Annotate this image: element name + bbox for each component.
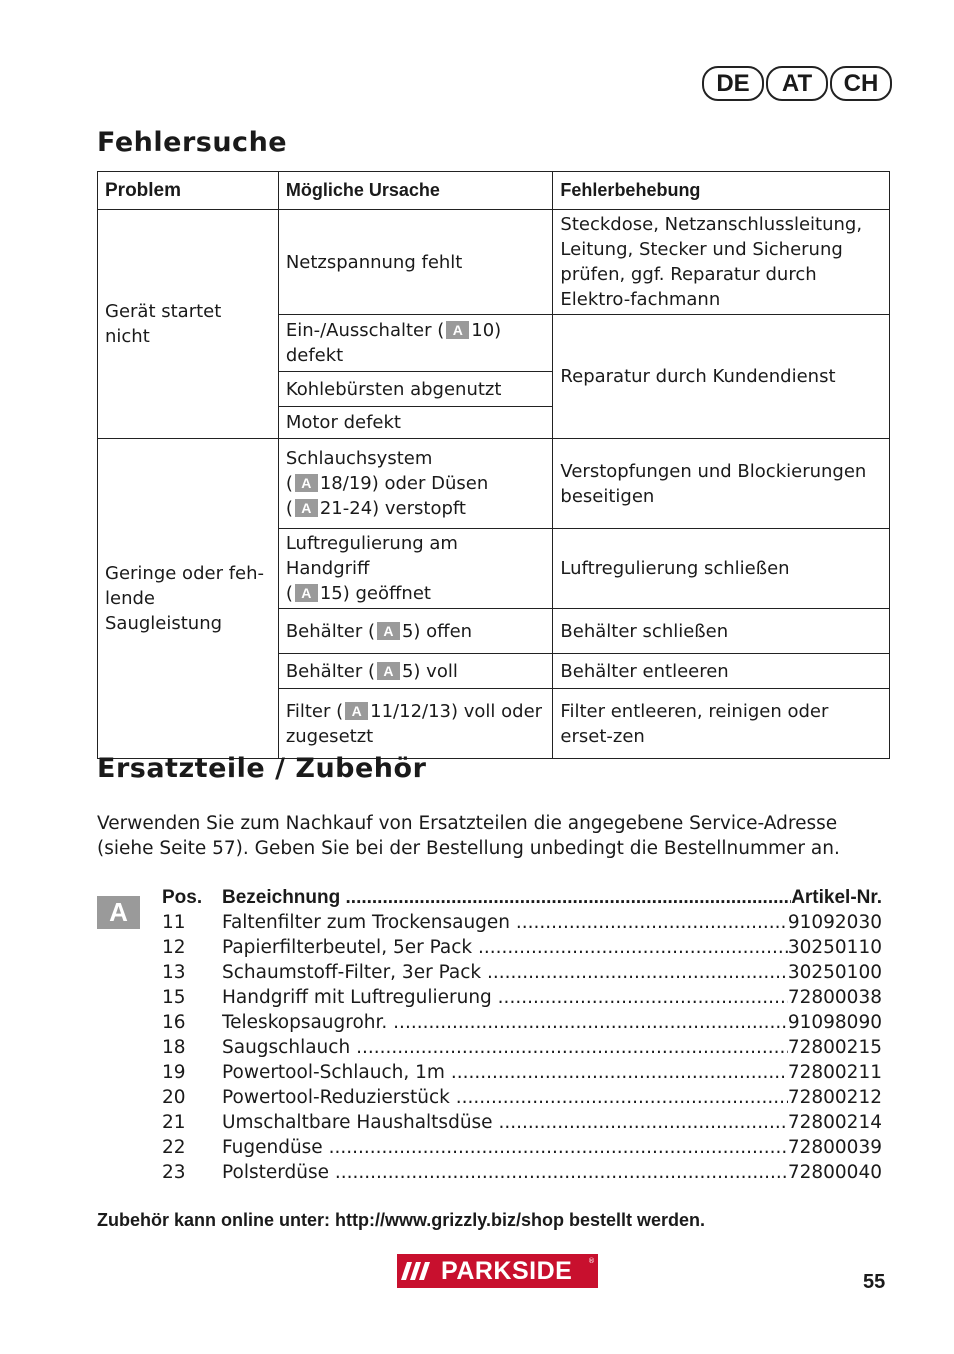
country-badge-ch: CH (830, 66, 892, 101)
parts-list-item (162, 985, 882, 1010)
accessories-online-note: Zubehör kann online unter: http://www.grizzly.biz/shop bestellt werden. (97, 1210, 706, 1230)
description-header: Bezeichnung ..... (222, 885, 791, 910)
part-article-number: 72800038 (787, 987, 882, 1008)
part-description: Saugschlauch ..... (222, 1035, 788, 1060)
part-position: 15 (162, 987, 186, 1008)
part-article-number: 91098090 (787, 1012, 882, 1033)
cause-cell: Motor defekt (278, 407, 553, 439)
part-article-number: 72800039 (787, 1137, 882, 1158)
figure-a-badge: A (295, 474, 318, 492)
cause-text: 11/12/13) voll oder zugesetzt (285, 700, 543, 747)
table-row (98, 210, 890, 315)
cause-text: 21-24) verstopft (319, 498, 466, 519)
figure-a-badge: A (377, 662, 400, 680)
cause-cell (278, 654, 553, 689)
part-description: Handgriff mit Luftregulierung ..... (222, 985, 788, 1010)
fix-cell: Verstopfungen und Blockierungen beseitigen (553, 439, 890, 529)
parts-list-item (162, 1060, 882, 1085)
part-position: 18 (162, 1037, 186, 1058)
part-position: 23 (162, 1162, 186, 1183)
fix-cell: Behälter entleeren (553, 654, 890, 689)
cause-text: Ein-/Ausschalter ( (285, 320, 445, 341)
article-number-header: Artikel-Nr. (791, 887, 882, 908)
country-badge-de: DE (702, 66, 764, 101)
part-position: 19 (162, 1062, 186, 1083)
cause-cell (278, 529, 553, 609)
part-position: 22 (162, 1137, 186, 1158)
cause-text: 15) geöffnet (319, 583, 431, 604)
cause-text: Behälter ( (285, 660, 375, 682)
troubleshooting-table (97, 171, 890, 759)
part-position: 11 (162, 912, 186, 933)
figure-a-badge: A (295, 499, 318, 517)
cause-text: 10) defekt (285, 320, 502, 366)
part-description: Powertool-Reduzierstück ..... (222, 1085, 788, 1110)
cause-text: Luftregulierung am Handgriff (285, 533, 458, 579)
figure-a-badge: A (97, 896, 140, 929)
parkside-logo (397, 1254, 598, 1288)
part-description: Papierfilterbeutel, 5er Pack ..... (222, 935, 788, 960)
figure-a-badge: A (377, 622, 400, 640)
spare-parts-title: Ersatzteile / Zubehör (97, 753, 427, 784)
parts-list (162, 885, 882, 1185)
part-description: Powertool-Schlauch, 1m ..... (222, 1060, 788, 1085)
troubleshooting-title: Fehlersuche (97, 127, 288, 158)
cause-text: Filter ( (285, 700, 344, 722)
logo-wordmark: PARKSIDE (441, 1256, 573, 1285)
problem-cell: Geringe oder feh-lende Saugleistung (98, 439, 279, 759)
cause-text: Schlauchsystem (285, 448, 433, 469)
cause-cell (278, 315, 553, 372)
fix-cell: Behälter schließen (553, 609, 890, 654)
spare-parts-intro: Verwenden Sie zum Nachkauf von Ersatzteilen die angegebene Service-Adresse (siehe Seite 57). Geben Sie bei der Bestellung unbedingt die Bestellnummer an. (97, 813, 840, 859)
figure-a-badge: A (295, 584, 318, 602)
part-position: 12 (162, 937, 186, 958)
part-description: Faltenfilter zum Trockensaugen ..... (222, 910, 788, 935)
part-description: Polsterdüse ..... (222, 1160, 788, 1185)
table-row (98, 439, 890, 529)
column-header-fix: Fehlerbehebung (553, 172, 890, 210)
column-header-cause: Mögliche Ursache (278, 172, 553, 210)
part-article-number: 72800212 (787, 1087, 882, 1108)
fix-cell: Steckdose, Netzanschlussleitung, Leitung, Stecker und Sicherung prüfen, ggf. Reparatur durch Elektro-fachmann (553, 210, 890, 315)
logo-stripes-icon (397, 1254, 441, 1288)
part-article-number: 30250110 (787, 937, 882, 958)
parts-list-item (162, 910, 882, 935)
part-position: 21 (162, 1112, 186, 1133)
part-article-number: 30250100 (787, 962, 882, 983)
cause-line: ( A 21-24) verstopft (285, 498, 466, 519)
parts-list-item (162, 1085, 882, 1110)
cause-text: Behälter ( (285, 620, 375, 642)
parts-list-item (162, 935, 882, 960)
registered-mark: ® (588, 1257, 595, 1265)
page-number: 55 (863, 1271, 886, 1293)
part-position: 16 (162, 1012, 186, 1033)
fix-cell: Luftregulierung schließen (553, 529, 890, 609)
part-article-number: 91092030 (787, 912, 882, 933)
column-header-problem: Problem (98, 172, 279, 210)
figure-a-badge: A (446, 321, 469, 339)
cause-line: ( A 18/19) oder Düsen (285, 473, 489, 494)
part-article-number: 72800040 (787, 1162, 882, 1183)
fix-cell: Reparatur durch Kundendienst (553, 315, 890, 439)
part-article-number: 72800215 (787, 1037, 882, 1058)
figure-a-badge: A (345, 702, 368, 720)
parts-list-item (162, 960, 882, 985)
parts-list-header (162, 885, 882, 910)
parts-list-item (162, 1135, 882, 1160)
part-description: Schaumstoff-Filter, 3er Pack ..... (222, 960, 788, 985)
part-description: Teleskopsaugrohr. ..... (222, 1010, 788, 1035)
part-description: Fugendüse ..... (222, 1135, 788, 1160)
parts-list-item (162, 1160, 882, 1185)
cause-cell (278, 609, 553, 654)
cause-cell: Netzspannung fehlt (278, 210, 553, 315)
cause-text: 18/19) oder Düsen (319, 473, 489, 494)
cause-text: 5) offen (401, 620, 473, 642)
part-position: 13 (162, 962, 186, 983)
cause-cell: Kohlebürsten abgenutzt (278, 372, 553, 407)
fix-cell: Filter entleeren, reinigen oder erset-zen (553, 689, 890, 759)
cause-cell (278, 439, 553, 529)
country-badge-at: AT (766, 66, 828, 101)
parts-list-item (162, 1035, 882, 1060)
part-description: Umschaltbare Haushaltsdüse ..... (222, 1110, 788, 1135)
pos-header: Pos. (162, 887, 203, 908)
part-article-number: 72800211 (787, 1062, 882, 1083)
parts-list-item (162, 1110, 882, 1135)
cause-cell (278, 689, 553, 759)
cause-text: 5) voll (401, 660, 458, 682)
part-position: 20 (162, 1087, 186, 1108)
cause-line: ( A 15) geöffnet (285, 583, 431, 604)
parts-list-item (162, 1010, 882, 1035)
part-article-number: 72800214 (787, 1112, 882, 1133)
table-header-row (98, 172, 890, 210)
problem-cell: Gerät startet nicht (98, 210, 279, 439)
